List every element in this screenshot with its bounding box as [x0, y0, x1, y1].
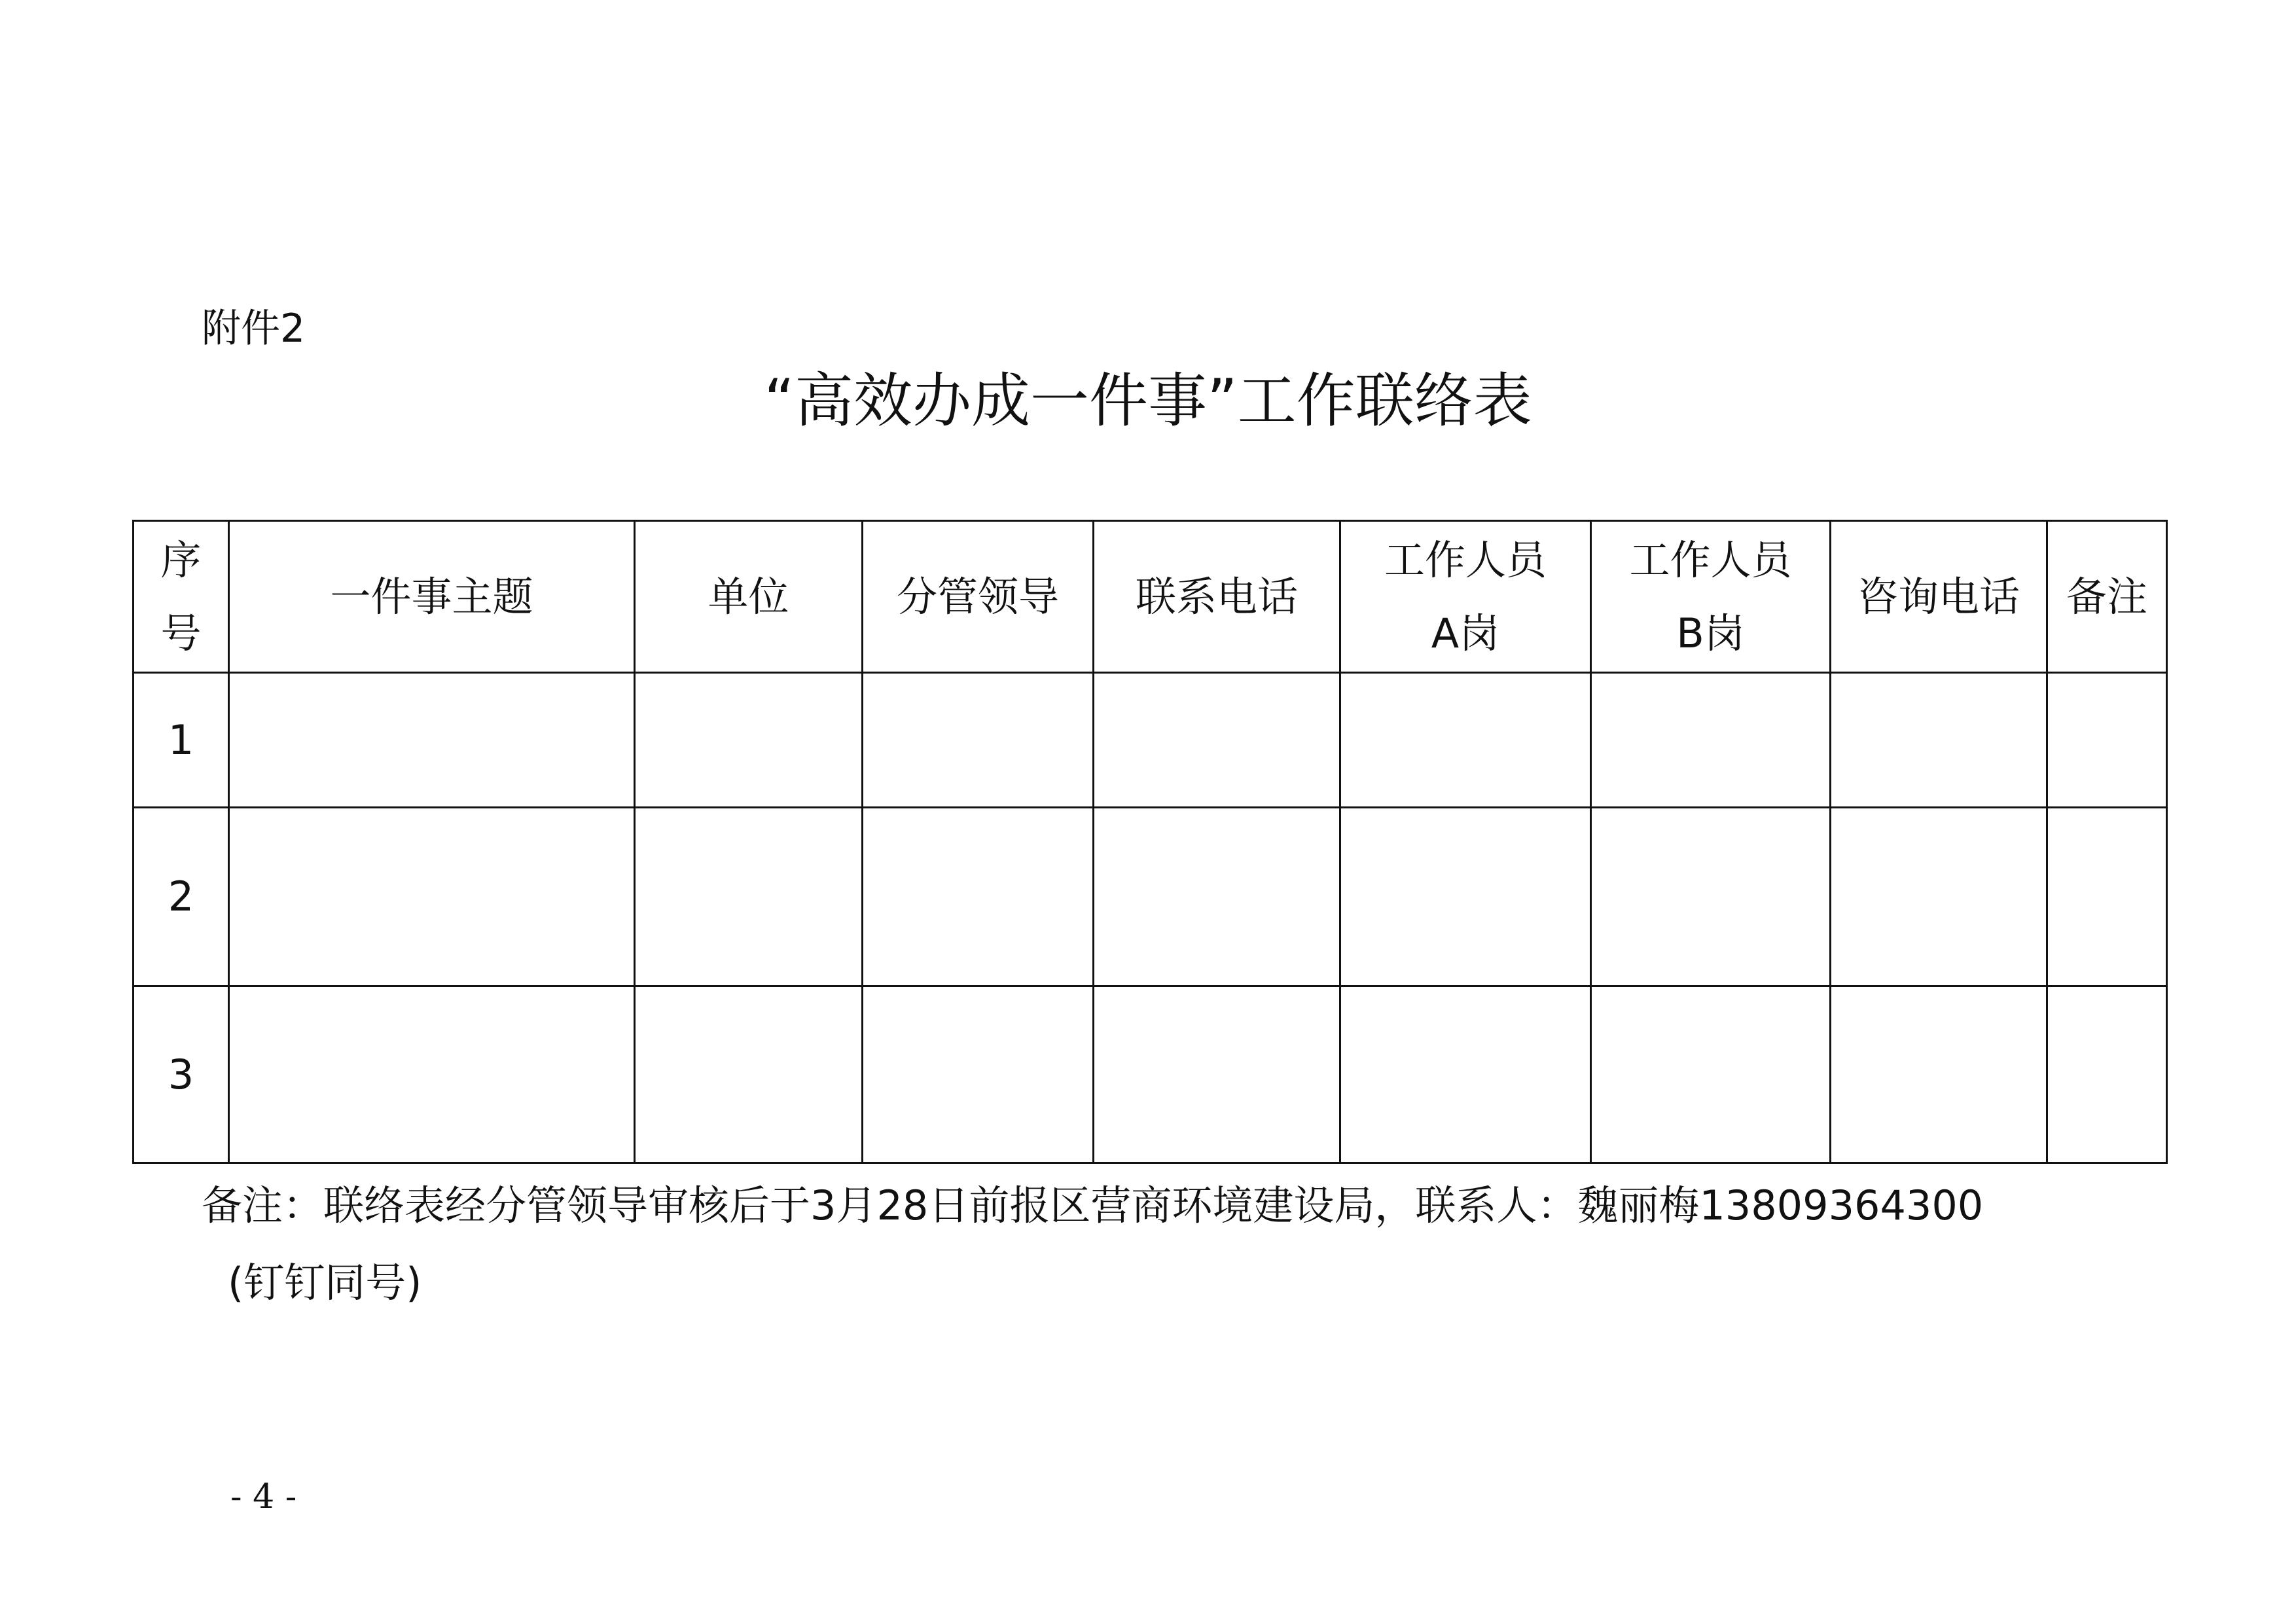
note-text-continued: (钉钉同号)	[228, 1259, 422, 1307]
table-row	[134, 986, 2167, 1163]
cell-staff-b[interactable]	[1591, 673, 1831, 808]
cell-topic[interactable]	[229, 673, 635, 808]
cell-staff-a[interactable]	[1340, 986, 1591, 1163]
table-header-row	[134, 521, 2167, 673]
header-topic: 一件事主题	[229, 521, 635, 673]
cell-staff-b[interactable]	[1591, 808, 1831, 986]
attachment-label: 附件2	[202, 306, 306, 352]
header-staff-b: 工作人员 B岗	[1591, 521, 1831, 673]
header-leader: 分管领导	[863, 521, 1094, 673]
cell-unit[interactable]	[635, 673, 863, 808]
page-number: - 4 -	[230, 1477, 297, 1517]
cell-consult-phone[interactable]	[1831, 673, 2047, 808]
header-consult-phone: 咨询电话	[1831, 521, 2047, 673]
cell-leader[interactable]	[863, 808, 1094, 986]
header-staff-a: 工作人员 A岗	[1340, 521, 1591, 673]
document-title: “高效办成一件事”工作联络表	[764, 367, 1532, 435]
row-seq: 2	[134, 808, 229, 986]
cell-topic[interactable]	[229, 808, 635, 986]
cell-unit[interactable]	[635, 986, 863, 1163]
cell-unit[interactable]	[635, 808, 863, 986]
cell-remarks[interactable]	[2047, 673, 2167, 808]
cell-staff-a[interactable]	[1340, 808, 1591, 986]
cell-consult-phone[interactable]	[1831, 986, 2047, 1163]
table-row	[134, 808, 2167, 986]
header-remarks: 备注	[2047, 521, 2167, 673]
note-text: 备注：联络表经分管领导审核后于3月28日前报区营商环境建设局，联系人：魏丽梅13809364300	[202, 1182, 1984, 1229]
header-unit: 单位	[635, 521, 863, 673]
cell-contact-phone[interactable]	[1094, 673, 1340, 808]
row-seq: 1	[134, 673, 229, 808]
table-row	[134, 673, 2167, 808]
cell-leader[interactable]	[863, 673, 1094, 808]
cell-topic[interactable]	[229, 986, 635, 1163]
header-contact-phone: 联系电话	[1094, 521, 1340, 673]
cell-remarks[interactable]	[2047, 986, 2167, 1163]
liaison-table	[132, 520, 2168, 1164]
cell-staff-b[interactable]	[1591, 986, 1831, 1163]
header-seq: 序 号	[134, 521, 229, 673]
row-seq: 3	[134, 986, 229, 1163]
cell-contact-phone[interactable]	[1094, 986, 1340, 1163]
cell-remarks[interactable]	[2047, 808, 2167, 986]
cell-consult-phone[interactable]	[1831, 808, 2047, 986]
cell-staff-a[interactable]	[1340, 673, 1591, 808]
cell-leader[interactable]	[863, 986, 1094, 1163]
cell-contact-phone[interactable]	[1094, 808, 1340, 986]
